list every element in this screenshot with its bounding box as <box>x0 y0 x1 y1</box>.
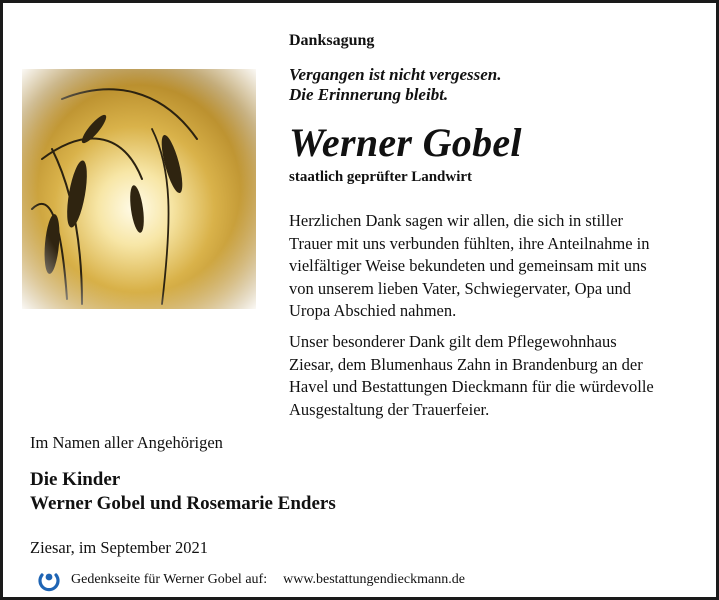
memorial-logo-icon <box>37 568 61 592</box>
notice-heading: Danksagung <box>289 32 375 49</box>
signers-line: Werner Gobel und Rosemarie Enders <box>30 493 336 514</box>
deceased-name: Werner Gobel <box>289 120 522 165</box>
memorial-page-footer <box>37 567 465 593</box>
memorial-page-label: Gedenkseite für Werner Gobel auf: <box>71 572 268 587</box>
text-line: Ausgestaltung der Trauerfeier. <box>289 399 490 419</box>
special-thanks-paragraph <box>289 331 699 421</box>
wheat-sunset-photo <box>22 69 256 309</box>
on-behalf-line: Im Namen aller Angehörigen <box>30 433 223 452</box>
deceased-profession: staatlich geprüfter Landwirt <box>289 169 473 185</box>
motto-line: Die Erinnerung bleibt. <box>289 85 449 104</box>
signers-line: Die Kinder <box>30 469 121 490</box>
text-line: Unser besonderer Dank gilt dem Pflegewohnhaus <box>289 332 617 351</box>
memorial-page-link[interactable]: www.bestattungendieckmann.de <box>283 572 465 587</box>
text-line: Havel und Bestattungen Dieckmann für die würdevolle <box>289 377 654 396</box>
text-line: von unserem lieben Vater, Schwiegervater, Opa und <box>289 278 632 298</box>
motto-line: Vergangen ist nicht vergessen. <box>289 65 502 84</box>
signers <box>30 468 336 516</box>
motto <box>289 65 502 105</box>
place-date: Ziesar, im September 2021 <box>30 538 209 557</box>
thanks-paragraph <box>289 210 699 323</box>
text-line: Ziesar, dem Blumenhaus Zahn in Brandenburg an der <box>289 354 643 374</box>
text-line: Herzlichen Dank sagen wir allen, die sich in stiller <box>289 211 624 230</box>
text-line: Uropa Abschied nahmen. <box>289 301 457 320</box>
text-line: Trauer mit uns verbunden fühlten, ihre Anteilnahme in <box>289 233 650 253</box>
text-line: vielfältiger Weise bekundeten und gemeinsam mit uns <box>289 256 647 275</box>
